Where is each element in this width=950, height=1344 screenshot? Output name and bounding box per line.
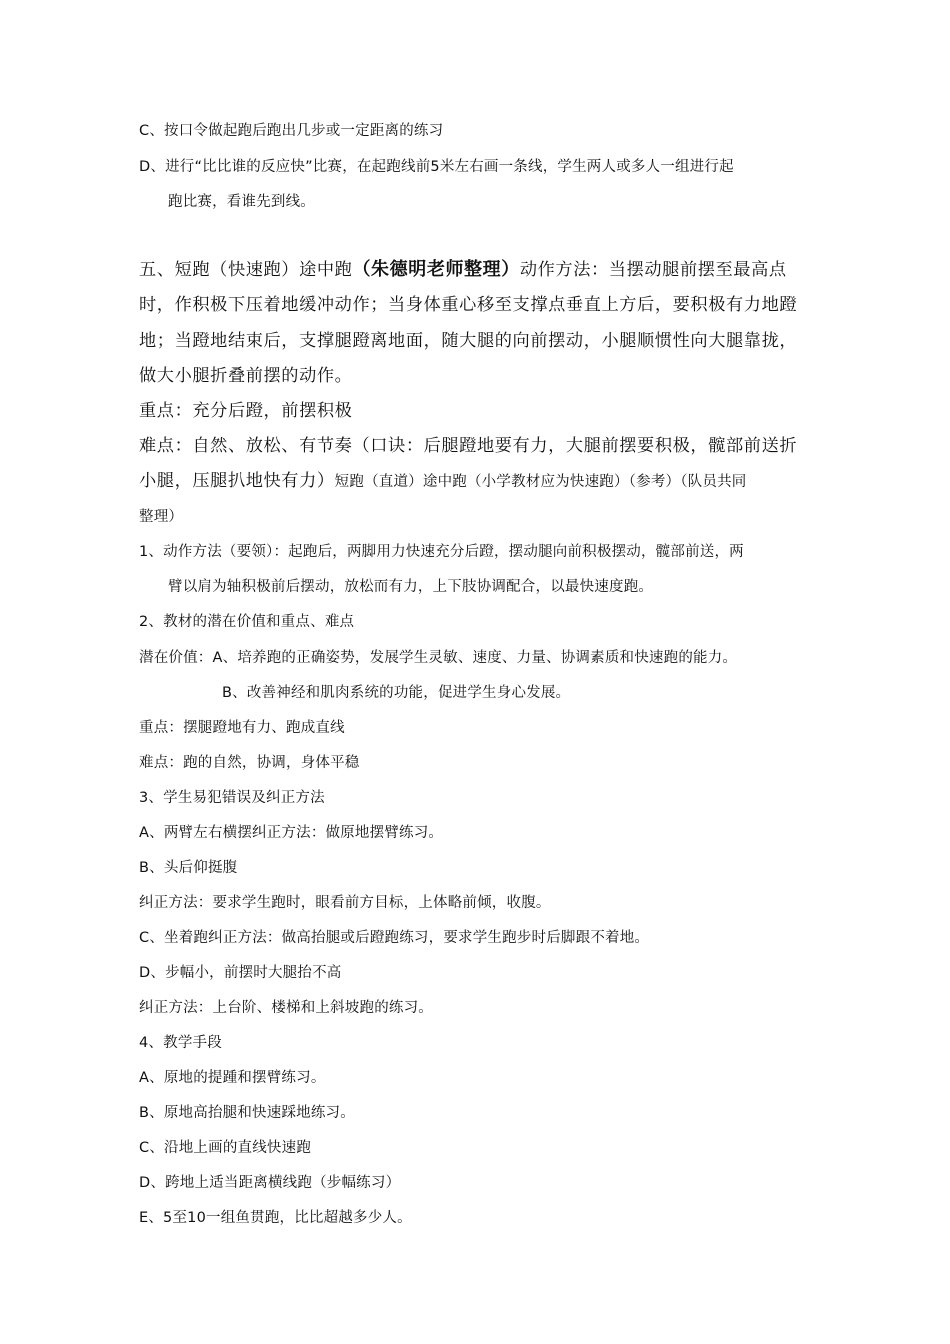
text-line-difficulty: 难点：跑的自然，协调，身体平稳 <box>139 755 360 771</box>
text-line-means-a: A、原地的提踵和摆臂练习。 <box>139 1070 326 1086</box>
text-line-value-a: 潜在价值：A、培养跑的正确姿势，发展学生灵敏、速度、力量、协调素质和快速跑的能力。 <box>139 650 738 666</box>
text-line-c-start-drill: C、按口令做起跑后跑出几步或一定距离的练习 <box>139 123 444 139</box>
text-line-d-reaction-game: D、进行“比比谁的反应快”比赛，在起跑线前5米左右画一条线，学生两人或多人一组进行起 <box>139 159 734 175</box>
text-line-error-d: D、步幅小，前摆时大腿抬不高 <box>139 965 342 981</box>
section-five-paragraph-line: 地；当蹬地结束后，支撑腿蹬离地面，随大腿的向前摆动，小腿顺惯性向大腿靠拢， <box>139 331 798 351</box>
section-heading-five <box>139 258 819 282</box>
text-line-value-b: B、改善神经和肌肉系统的功能，促进学生身心发展。 <box>222 685 571 701</box>
text-line-team-note: 整理） <box>139 509 184 525</box>
text-line-means-c: C、沿地上画的直线快速跑 <box>139 1140 312 1156</box>
section-heading-five-author: （朱德明老师整理） <box>352 259 520 280</box>
section-five-key-point: 重点：充分后蹬，前摆积极 <box>139 401 353 421</box>
section-five-paragraph-line: 做大小腿折叠前摆的动作。 <box>139 366 353 386</box>
text-line-means-b: B、原地高抬腿和快速踩地练习。 <box>139 1105 355 1121</box>
text-line-d-reaction-game-cont: 跑比赛，看谁先到线。 <box>168 194 315 210</box>
section-five-difficulty: 难点：自然、放松、有节奏（口诀：后腿蹬地要有力，大腿前摆要积极，髋部前送折 <box>139 436 798 456</box>
text-line-heading-2: 2、教材的潜在价值和重点、难点 <box>139 614 355 630</box>
section-five-subtitle: 短跑（直道）途中跑（小学教材应为快速跑）（参考）（队员共同 <box>334 474 747 490</box>
section-five-difficulty-cont <box>139 469 819 494</box>
text-line-method-1-cont: 臂以肩为轴积极前后摆动，放松而有力，上下肢协调配合，以最快速度跑。 <box>168 579 654 595</box>
section-five-mnemonic-end: 小腿，压腿扒地快有力） <box>139 471 335 491</box>
section-heading-five-method: 动作方法：当摆动腿前摆至最高点 <box>519 260 787 280</box>
text-line-error-c: C、坐着跑纠正方法：做高抬腿或后蹬跑练习，要求学生跑步时后脚跟不着地。 <box>139 930 650 946</box>
text-line-method-1: 1、动作方法（要领）：起跑后，两脚用力快速充分后蹬，摆动腿向前积极摆动，髋部前送，两 <box>139 544 744 560</box>
section-heading-five-title: 五、短跑（快速跑）途中跑 <box>139 260 353 280</box>
text-line-heading-3: 3、学生易犯错误及纠正方法 <box>139 790 325 806</box>
text-line-key-point: 重点：摆腿蹬地有力、跑成直线 <box>139 720 345 736</box>
text-line-error-a: A、两臂左右横摆纠正方法：做原地摆臂练习。 <box>139 825 444 841</box>
section-five-paragraph-line: 时，作积极下压着地缓冲动作；当身体重心移至支撑点垂直上方后，要积极有力地蹬 <box>139 295 798 315</box>
text-line-error-b: B、头后仰挺腹 <box>139 860 238 876</box>
text-line-fix-b: 纠正方法：要求学生跑时，眼看前方目标，上体略前倾，收腹。 <box>139 895 551 911</box>
text-line-heading-4: 4、教学手段 <box>139 1035 222 1051</box>
text-line-fix-d: 纠正方法：上台阶、楼梯和上斜坡跑的练习。 <box>139 1000 433 1016</box>
text-line-means-d: D、跨地上适当距离横线跑（步幅练习） <box>139 1175 401 1191</box>
text-line-means-e: E、5至10一组鱼贯跑，比比超越多少人。 <box>139 1210 412 1226</box>
